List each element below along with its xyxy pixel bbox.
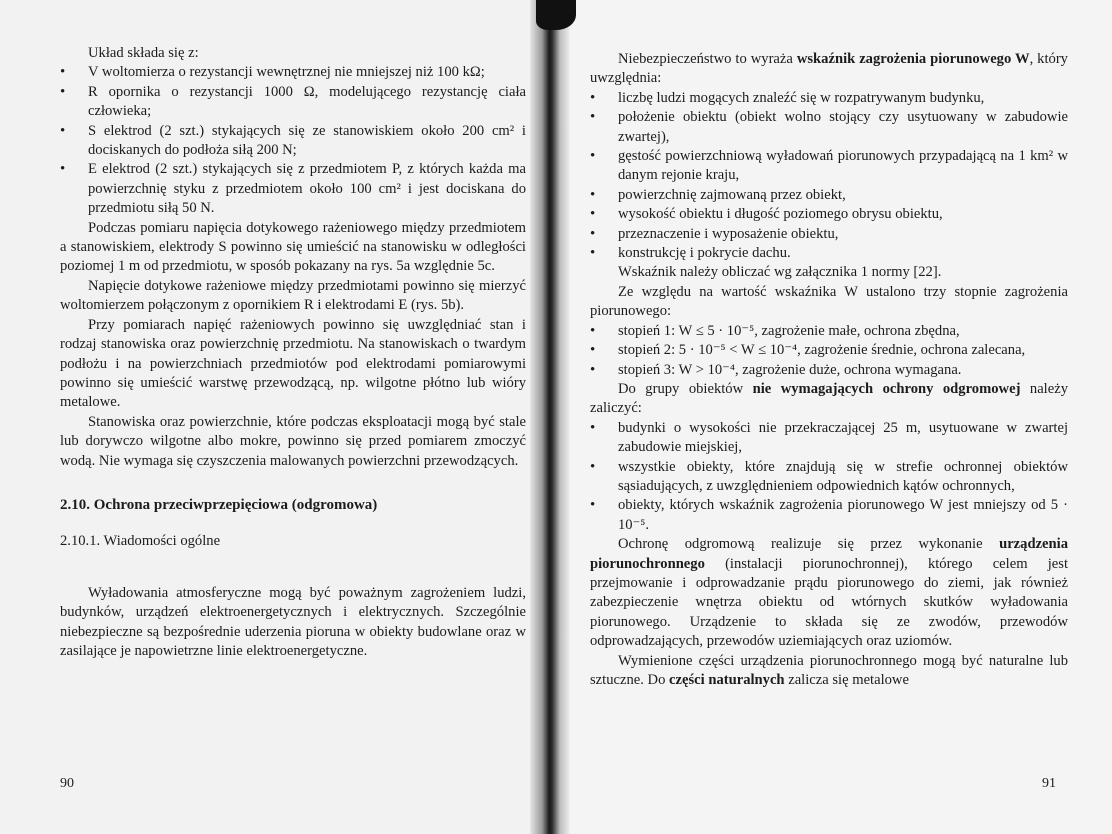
levels-list xyxy=(590,322,1068,380)
list-item: • stopień 2: 5 · 10⁻⁵ < W ≤ 10⁻⁴, zagrożenie średnie, ochrona zalecana, xyxy=(590,341,1068,360)
list-item: • budynki o wysokości nie przekraczającej 25 m, usytuowane w zwartej zabudowie miejskiej, xyxy=(590,419,1068,458)
text-run: Ochronę odgromową realizuje się przez wykonanie xyxy=(618,536,1000,553)
section-heading: 2.10. Ochrona przeciwprzepięciowa (odgromowa) xyxy=(60,496,378,513)
list-item: • S elektrod (2 szt.) stykających się ze stanowiskiem około 200 cm² i dociskanych do podłoża siłą 200 N; xyxy=(60,122,526,161)
text-run: , który uwzględnia: xyxy=(590,51,1068,87)
book-gutter xyxy=(530,0,570,834)
bold-term: urządzenia piorunochronnego xyxy=(590,536,1068,572)
paragraph xyxy=(590,50,1068,89)
page-number: 91 xyxy=(1042,776,1056,791)
left-page xyxy=(0,0,548,834)
text-run: Do grupy obiektów xyxy=(618,380,753,397)
paragraph: Stanowiska oraz powierzchnie, które podczas eksploatacji mogą być stale lub dorywczo wilgotne albo mokre, powinno się przed pomiarem zmoczyć wodą. Nie wymaga się czyszczenia malowanych powierzchni przewodzących. xyxy=(60,413,526,469)
right-page xyxy=(556,0,1112,834)
list-item: • V woltomierza o rezystancji wewnętrznej nie mniejszej niż 100 kΩ; xyxy=(60,63,526,82)
paragraph xyxy=(590,535,1068,651)
bold-term: nie wymagających ochrony odgromowej xyxy=(752,380,1021,397)
text-run: zalicza się metalowe xyxy=(784,672,909,688)
list-item: • stopień 3: W > 10⁻⁴, zagrożenie duże, ochrona wymagana. xyxy=(590,361,1068,380)
paragraph xyxy=(590,380,1068,419)
parts-list xyxy=(60,63,526,218)
list-item: • konstrukcję i pokrycie dachu. xyxy=(590,244,1068,263)
right-page-text xyxy=(590,50,1068,690)
list-item: • obiekty, których wskaźnik zagrożenia piorunowego W jest mniejszy od 5 · 10⁻⁵. xyxy=(590,496,1068,535)
paragraph: Przy pomiarach napięć rażeniowych powinno się uwzględniać stan i rodzaj stanowiska oraz powierzchnię przedmiotu. Na stanowiskach o twardym podłożu i na powierzchniach przedmiotów pod elektrodami pomiarowymi powinno się umieścić warstwę przewodzącą, np. wilgotne płótno lub wióry metalowe. xyxy=(60,316,526,411)
paragraph: Podczas pomiaru napięcia dotykowego rażeniowego między przedmiotem a stanowiskiem, elektrody S powinno się umieścić na stanowisku w odległości poziomej 1 m od przedmiotu, w sposób pokazany na rys. 5a względnie 5c. xyxy=(60,219,526,275)
list-item: • wysokość obiektu i długość poziomego obrysu obiektu, xyxy=(590,205,1068,224)
paragraph: Wskaźnik należy obliczać wg załącznika 1 normy [22]. xyxy=(618,264,942,281)
parts-intro: Układ składa się z: xyxy=(88,45,199,61)
page-number: 90 xyxy=(60,776,74,791)
list-item: • stopień 1: W ≤ 5 · 10⁻⁵, zagrożenie małe, ochrona zbędna, xyxy=(590,322,1068,341)
text-run: (instalacji piorunochronnej), którego celem jest przejmowanie i odprowadzanie prądu piorunowego do ziemi, jak również zabezpieczenie wnętrza obiektu od wtórnych skutków wyładowania piorunowego. Urządzenie to składa się ze zwodów, przewodów odprowadzających, przewodów uziemiających oraz uziomów. xyxy=(590,555,1068,650)
text-run: należy zaliczyć: xyxy=(590,380,1068,417)
subsection-heading: 2.10.1. Wiadomości ogólne xyxy=(60,533,221,550)
list-item: • gęstość powierzchniową wyładowań piorunowych przypadającą na 1 km² w danym rejonie kraju, xyxy=(590,147,1068,186)
bold-term: wskaźnik zagrożenia piorunowego W xyxy=(796,51,1030,67)
paragraph: Ze względu na wartość wskaźnika W ustalono trzy stopnie zagrożenia piorunowego: xyxy=(590,283,1068,320)
list-item: • E elektrod (2 szt.) stykających się z przedmiotem P, z których każda ma powierzchnię styku z przedmiotem około 100 cm² i jest dociskana do przedmiotu siłą 50 N. xyxy=(60,160,526,218)
list-item: • liczbę ludzi mogących znaleźć się w rozpatrywanym budynku, xyxy=(590,89,1068,108)
list-item: • położenie obiektu (obiekt wolno stojący czy usytuowany w zabudowie zwartej), xyxy=(590,108,1068,147)
list-item: • R opornika o rezystancji 1000 Ω, modelującego rezystancję ciała człowieka; xyxy=(60,83,526,122)
group-list xyxy=(590,419,1068,535)
bold-term: części naturalnych xyxy=(669,672,785,688)
text-run: Niebezpieczeństwo to wyraża xyxy=(618,51,797,67)
paragraph xyxy=(590,652,1068,691)
factors-list xyxy=(590,89,1068,264)
left-page-text xyxy=(60,44,526,661)
paragraph: Wyładowania atmosferyczne mogą być poważnym zagrożeniem ludzi, budynków, urządzeń elektroenergetycznych i elektrycznych. Szczególnie niebezpieczne są bezpośrednie uderzenia pioruna w obiekty budowlane oraz w zasilające je napowietrzne linie elektroenergetyczne. xyxy=(60,584,526,659)
list-item: • powierzchnię zajmowaną przez obiekt, xyxy=(590,186,1068,205)
scan-shadow xyxy=(536,0,576,30)
list-item: • przeznaczenie i wyposażenie obiektu, xyxy=(590,225,1068,244)
list-item: • wszystkie obiekty, które znajdują się w strefie ochronnej obiektów sąsiadujących, z uwzględnieniem odpowiednich kątów ochronnych, xyxy=(590,458,1068,497)
paragraph: Napięcie dotykowe rażeniowe między przedmiotami powinno się mierzyć woltomierzem połączonym z opornikiem R i elektrodami E (rys. 5b). xyxy=(60,277,526,314)
text-run: Wymienione części urządzenia piorunochronnego mogą być naturalne lub sztuczne. Do xyxy=(590,652,1068,688)
